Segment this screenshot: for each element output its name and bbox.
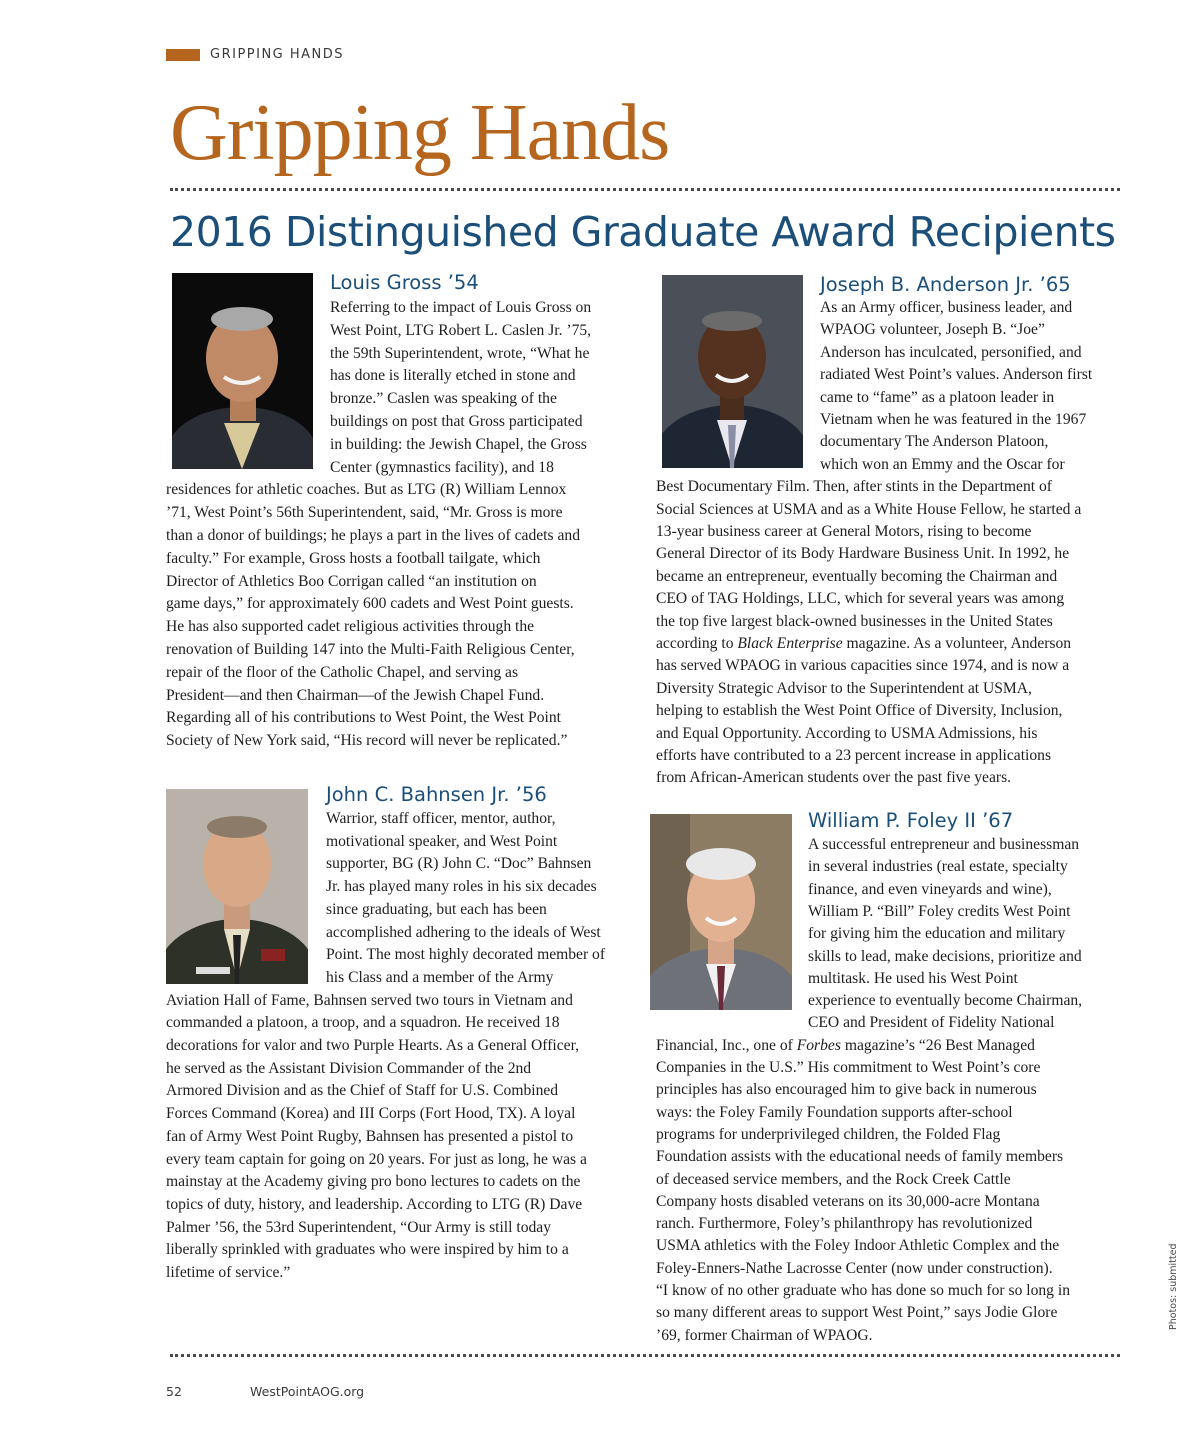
body-text-line: President—and then Chairman—of the Jewish Chapel Fund.	[166, 686, 545, 704]
body-text-line: ways: the Foley Family Foundation supports after-school	[656, 1103, 1013, 1121]
body-text-line: buildings on post that Gross participated	[330, 413, 583, 430]
louis-gross-photo	[172, 273, 313, 469]
body-text-line: Center (gymnastics facility), and 18	[330, 458, 554, 476]
dotted-divider-bottom	[170, 1354, 1120, 1357]
body-text-line: Forces Command (Korea) and III Corps (Fort Hood, TX). A loyal	[166, 1105, 576, 1123]
body-text-line: programs for underprivileged children, the Folded Flag	[656, 1125, 1001, 1143]
body-text-line: Vietnam when he was featured in the 1967	[820, 411, 1087, 428]
body-text-line: fan of Army West Point Rugby, Bahnsen has presented a pistol to	[166, 1127, 574, 1145]
body-text-line: repair of the floor of the Catholic Chapel, and serving as	[166, 663, 519, 681]
body-text-line: Company hosts disabled veterans on its 30,000-acre Montana	[656, 1192, 1040, 1210]
body-text-line: William P. “Bill” Foley credits West Point	[808, 902, 1071, 920]
body-text-line: lifetime of service.”	[166, 1264, 291, 1281]
body-text-line: A successful entrepreneur and businessman	[808, 836, 1080, 853]
body-text-line: Diversity Strategic Advisor to the Superintendent at USMA,	[656, 679, 1032, 697]
body-text-line: so many different areas to support West Point,” says Jodie Glore	[656, 1304, 1058, 1322]
joseph-anderson-photo	[662, 275, 803, 468]
body-text-line: has served WPAOG in various capacities since 1974, and is now a	[656, 657, 1070, 675]
profile-name-anderson: Joseph B. Anderson Jr. ’65	[820, 273, 1071, 296]
body-text-line: Referring to the impact of Louis Gross on	[330, 299, 592, 316]
body-text-line: documentary The Anderson Platoon,	[820, 433, 1049, 451]
body-text-line: Best Documentary Film. Then, after stints in the Department of	[656, 478, 1052, 496]
body-text-line: decorations for valor and two Purple Hearts. As a General Officer,	[166, 1037, 580, 1054]
body-text-line: “I know of no other graduate who has done so much for so long in	[656, 1282, 1071, 1299]
body-text-line: Jr. has played many roles in his six decades	[326, 878, 597, 896]
body-text-line: Anderson has inculcated, personified, and	[820, 343, 1082, 361]
body-text-line: Warrior, staff officer, mentor, author,	[326, 810, 556, 827]
body-text-line: the top five largest black-owned businesses in the United States	[656, 612, 1053, 630]
body-text-line: since graduating, but each has been	[326, 900, 547, 918]
body-text-line: Financial, Inc., one of Forbes magazine’s “26 Best Managed	[656, 1036, 1035, 1054]
body-text-line: As an Army officer, business leader, and	[820, 299, 1073, 316]
body-text-line: the 59th Superintendent, wrote, “What he	[330, 344, 590, 362]
body-text-line: of deceased service members, and the Rock Creek Cattle	[656, 1170, 1011, 1188]
body-text-line: 13-year business career at General Motors, rising to become	[656, 523, 1032, 540]
body-text-line: Foundation assists with the educational needs of family members	[656, 1148, 1064, 1166]
body-text-line: renovation of Building 147 into the Multi-Faith Religious Center,	[166, 641, 575, 658]
profile-name-bahnsen: John C. Bahnsen Jr. ’56	[326, 783, 547, 806]
profile-name-gross: Louis Gross ’54	[330, 271, 479, 294]
body-text-line: game days,” for approximately 600 cadets and West Point guests.	[166, 595, 574, 613]
body-text-line: he served as the Assistant Division Commander of the 2nd	[166, 1059, 532, 1077]
body-text-line: and Equal Opportunity. According to USMA Admissions, his	[656, 724, 1038, 742]
body-text-line: supporter, BG (R) John C. “Doc” Bahnsen	[326, 855, 592, 873]
body-text-line: bronze.” Caslen was speaking of the	[330, 390, 557, 408]
body-text-line: his Class and a member of the Army	[326, 968, 554, 986]
kicker-label: GRIPPING HANDS	[210, 47, 345, 62]
body-text-line: accomplished adhering to the ideals of West	[326, 923, 601, 941]
body-text-line: efforts have contributed to a 23 percent increase in applications	[656, 747, 1052, 764]
body-text-line: Palmer ’56, the 53rd Superintendent, “Our Army is still today	[166, 1218, 552, 1236]
body-text-line: from African-American students over the past five years.	[656, 769, 1012, 787]
page-number: 52	[166, 1384, 182, 1399]
body-text-line: helping to establish the West Point Office of Diversity, Inclusion,	[656, 702, 1063, 720]
body-text-line: which won an Emmy and the Oscar for	[820, 455, 1065, 473]
body-text-line: topics of duty, history, and leadership. According to LTG (R) Dave	[166, 1195, 583, 1213]
body-text-line: residences for athletic coaches. But as LTG (R) William Lennox	[166, 481, 567, 499]
body-text-line: became an entrepreneur, eventually becoming the Chairman and	[656, 567, 1058, 585]
section-kicker	[166, 47, 344, 62]
body-text-line: USMA athletics with the Foley Indoor Athletic Complex and the	[656, 1237, 1060, 1255]
body-text-line: ’69, former Chairman of WPAOG.	[656, 1326, 873, 1344]
dotted-divider-top	[170, 188, 1120, 191]
body-text-line: Director of Athletics Boo Corrigan called “an institution on	[166, 572, 537, 590]
body-text-line: Aviation Hall of Fame, Bahnsen served two tours in Vietnam and	[166, 991, 573, 1009]
body-text-line: mainstay at the Academy giving pro bono lectures to cadets on the	[166, 1173, 581, 1191]
body-text-line: CEO of TAG Holdings, LLC, which for several years was among	[656, 590, 1065, 608]
body-text-line: skills to lead, make decisions, prioritize and	[808, 947, 1082, 965]
body-text-line: ’71, West Point’s 56th Superintendent, said, “Mr. Gross is more	[166, 504, 563, 522]
body-text-line: than a donor of buildings; he plays a part in the lives of cadets and	[166, 527, 580, 544]
body-text-line: principles has also encouraged him to give back in numerous	[656, 1081, 1037, 1099]
body-text-line: ranch. Furthermore, Foley’s philanthropy has revolutionized	[656, 1215, 1033, 1233]
body-text-line: multitask. He used his West Point	[808, 969, 1018, 987]
body-text-line: came to “fame” as a platoon leader in	[820, 388, 1055, 406]
body-text-line: finance, and even vineyards and wine),	[808, 880, 1052, 898]
body-text-line: every team captain for going on 20 years. For just as long, he was a	[166, 1150, 587, 1168]
body-text-line: liberally sprinkled with graduates who were inspired by him to a	[166, 1241, 569, 1259]
body-text-line: according to Black Enterprise magazine. As a volunteer, Anderson	[656, 635, 1072, 652]
body-text-line: Armored Division and as the Chief of Staff for U.S. Combined	[166, 1082, 559, 1100]
body-text-line: Point. The most highly decorated member of	[326, 946, 606, 964]
body-text-line: General Director of its Body Hardware Business Unit. In 1992, he	[656, 545, 1070, 563]
body-text-line: West Point, LTG Robert L. Caslen Jr. ’75,	[330, 321, 592, 339]
body-text-line: Social Sciences at USMA and as a White House Fellow, he started a	[656, 500, 1082, 518]
body-text-line: Society of New York said, “His record will never be replicated.”	[166, 732, 568, 750]
body-text-line: WPAOG volunteer, Joseph B. “Joe”	[820, 321, 1045, 339]
body-text-line: CEO and President of Fidelity National	[808, 1014, 1055, 1032]
body-text-line: motivational speaker, and West Point	[326, 832, 558, 850]
body-text-line: in several industries (real estate, specialty	[808, 858, 1068, 876]
kicker-accent-bar	[166, 49, 200, 61]
footer-website: WestPointAOG.org	[250, 1384, 365, 1399]
body-text-line: Foley-Enners-Nathe Lacrosse Center (now under construction).	[656, 1259, 1053, 1277]
photo-credit: Photos: submitted	[1168, 1243, 1179, 1330]
profile-name-foley: William P. Foley II ’67	[808, 809, 1014, 832]
body-text-line: for giving him the education and military	[808, 925, 1066, 943]
william-foley-photo	[650, 814, 792, 1010]
body-text-line: in building: the Jewish Chapel, the Gross	[330, 435, 587, 453]
body-text-line: faculty.” For example, Gross hosts a football tailgate, which	[166, 549, 541, 567]
body-text-line: radiated West Point’s values. Anderson first	[820, 366, 1093, 384]
page-title: Gripping Hands	[170, 89, 670, 177]
body-text-line: Regarding all of his contributions to West Point, the West Point	[166, 709, 561, 727]
body-text-line: Companies in the U.S.” His commitment to West Point’s core	[656, 1059, 1041, 1076]
body-text-line: has done is literally etched in stone and	[330, 367, 576, 385]
john-bahnsen-photo	[166, 789, 308, 984]
body-text-line: He has also supported cadet religious activities through the	[166, 618, 535, 636]
article-subtitle: 2016 Distinguished Graduate Award Recipients	[170, 208, 1116, 256]
body-text-line: commanded a platoon, a troop, and a squadron. He received 18	[166, 1014, 560, 1032]
body-text-line: experience to eventually become Chairman,	[808, 992, 1083, 1010]
